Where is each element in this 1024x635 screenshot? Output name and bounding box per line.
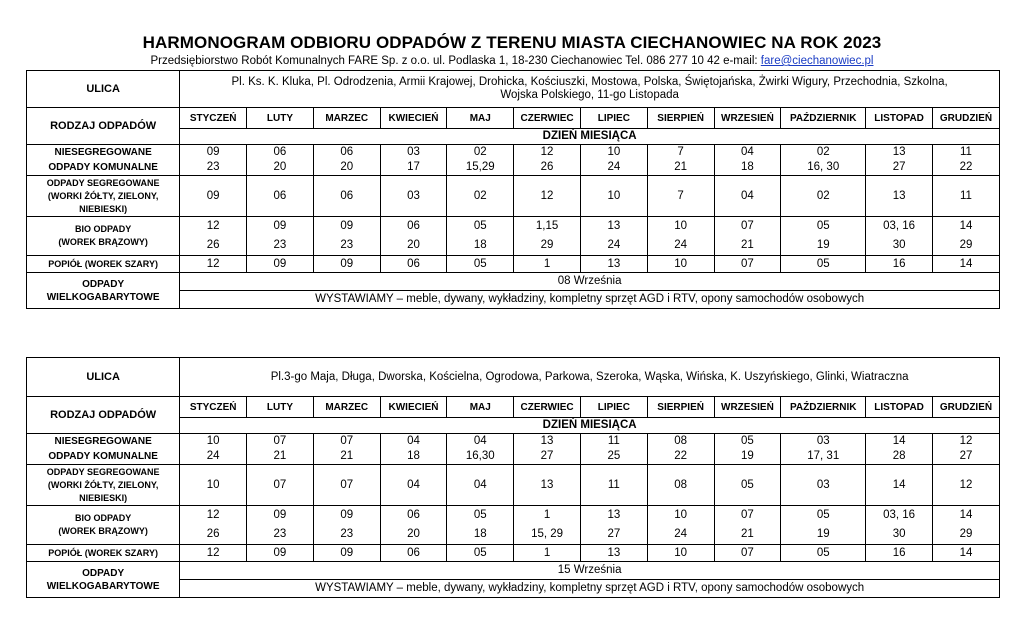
ash-waste-date: 13 — [580, 545, 647, 562]
bio-waste-date: 23 — [313, 236, 380, 256]
ash-waste-date: 10 — [647, 256, 714, 273]
bio-waste-date: 1 — [514, 506, 581, 526]
mixed-waste-date: 07 — [247, 434, 314, 450]
ash-waste-date: 14 — [932, 256, 999, 273]
label-line: WIELKOGABARYTOWE — [46, 291, 160, 303]
mixed-waste-date: 02 — [781, 145, 866, 161]
bulky-waste-description: WYSTAWIAMY – meble, dywany, wykładziny, kompletny sprzęt AGD i RTV, opony samochodów osobowych — [180, 291, 1000, 309]
mixed-waste-date: 27 — [866, 160, 933, 176]
bio-waste-date: 24 — [647, 525, 714, 545]
mixed-waste-date: 25 — [580, 449, 647, 465]
mixed-waste-date: 18 — [714, 160, 781, 176]
mixed-waste-date: 27 — [514, 449, 581, 465]
schedule-table-2 — [26, 357, 1000, 598]
day-of-month-header: DZIEŃ MIESIĄCA — [180, 129, 1000, 145]
bio-waste-date: 21 — [714, 525, 781, 545]
bio-waste-date: 21 — [714, 236, 781, 256]
month-header: LUTY — [247, 397, 314, 418]
mixed-waste-date: 21 — [247, 449, 314, 465]
bio-waste-date: 29 — [932, 525, 999, 545]
mixed-waste-date: 08 — [647, 434, 714, 450]
bio-waste-date: 20 — [380, 236, 447, 256]
bio-waste-date: 24 — [580, 236, 647, 256]
day-of-month-header: DZIEŃ MIESIĄCA — [180, 418, 1000, 434]
bulky-waste-date: 08 Września — [180, 273, 1000, 291]
label-line: Pl. Ks. K. Kluka, Pl. Odrodzenia, Armii Krajowej, Drohicka, Kościuszki, Mostowa, Polska, Świętojańska, Żwirki Wigury, Przechodnia, Szkolna, — [231, 76, 948, 88]
mixed-waste-date: 24 — [180, 449, 247, 465]
mixed-waste-date: 05 — [714, 434, 781, 450]
bio-waste-date: 05 — [781, 217, 866, 237]
segregated-waste-date: 14 — [866, 465, 933, 506]
bio-waste-label-2: (WOREK BRĄZOWY) — [27, 236, 180, 256]
bio-waste-date: 14 — [932, 217, 999, 237]
bulky-waste-description: WYSTAWIAMY – meble, dywany, wykładziny, kompletny sprzęt AGD i RTV, opony samochodów osobowych — [180, 580, 1000, 598]
ash-waste-date: 05 — [781, 256, 866, 273]
label-line: (WORKI ŻÓŁTY, ZIELONY, — [47, 479, 159, 490]
bio-waste-label-2: (WOREK BRĄZOWY) — [27, 525, 180, 545]
mixed-waste-date: 13 — [514, 434, 581, 450]
label-line: ODPADY SEGREGOWANE — [46, 177, 160, 188]
month-header: MAJ — [447, 108, 514, 129]
bio-waste-date: 19 — [781, 525, 866, 545]
mixed-waste-date: 14 — [866, 434, 933, 450]
month-header: STYCZEŃ — [180, 397, 247, 418]
bio-waste-date: 23 — [313, 525, 380, 545]
bio-waste-date: 23 — [247, 525, 314, 545]
segregated-waste-date: 09 — [180, 176, 247, 217]
ash-waste-date: 16 — [866, 545, 933, 562]
ash-waste-date: 13 — [580, 256, 647, 273]
month-header: CZERWIEC — [514, 108, 581, 129]
mixed-waste-date: 21 — [647, 160, 714, 176]
month-header: KWIECIEŃ — [380, 108, 447, 129]
ash-waste-label: POPIÓŁ (WOREK SZARY) — [27, 256, 180, 273]
ash-waste-date: 06 — [380, 256, 447, 273]
segregated-waste-date: 02 — [781, 176, 866, 217]
mixed-waste-date: 20 — [313, 160, 380, 176]
bulky-waste-label — [27, 562, 180, 598]
month-header: GRUDZIEŃ — [932, 108, 999, 129]
bio-waste-date: 10 — [647, 506, 714, 526]
mixed-waste-date: 21 — [313, 449, 380, 465]
month-header: SIERPIEŃ — [647, 397, 714, 418]
waste-type-header: RODZAJ ODPADÓW — [27, 397, 180, 434]
ash-waste-date: 07 — [714, 256, 781, 273]
label-line: ODPADY SEGREGOWANE — [46, 466, 160, 477]
month-header: LISTOPAD — [866, 108, 933, 129]
segregated-waste-date: 03 — [781, 465, 866, 506]
segregated-waste-date: 04 — [714, 176, 781, 217]
bio-waste-date: 1,15 — [514, 217, 581, 237]
bio-waste-date: 12 — [180, 506, 247, 526]
ash-waste-date: 07 — [714, 545, 781, 562]
segregated-waste-date: 11 — [932, 176, 999, 217]
month-header: PAŹDZIERNIK — [781, 108, 866, 129]
ash-waste-date: 05 — [781, 545, 866, 562]
month-header: LISTOPAD — [866, 397, 933, 418]
month-header: MARZEC — [313, 397, 380, 418]
label-line: Wojska Polskiego, 11-go Listopada — [500, 89, 679, 101]
segregated-waste-date: 06 — [313, 176, 380, 217]
segregated-waste-date: 11 — [580, 465, 647, 506]
month-header: CZERWIEC — [514, 397, 581, 418]
mixed-waste-date: 20 — [247, 160, 314, 176]
bio-waste-date: 29 — [932, 236, 999, 256]
bio-waste-date: 30 — [866, 236, 933, 256]
mixed-waste-date: 07 — [313, 434, 380, 450]
mixed-waste-date: 22 — [647, 449, 714, 465]
bio-waste-date: 13 — [580, 217, 647, 237]
mixed-waste-date: 06 — [313, 145, 380, 161]
bio-waste-date: 12 — [180, 217, 247, 237]
month-header: LUTY — [247, 108, 314, 129]
label-line: ODPADY — [82, 278, 125, 290]
mixed-waste-date: 23 — [180, 160, 247, 176]
bio-waste-date: 14 — [932, 506, 999, 526]
bio-waste-date: 06 — [380, 217, 447, 237]
bio-waste-date: 26 — [180, 525, 247, 545]
segregated-waste-date: 06 — [247, 176, 314, 217]
ash-waste-date: 1 — [514, 545, 581, 562]
ash-waste-date: 05 — [447, 545, 514, 562]
mixed-waste-date: 26 — [514, 160, 581, 176]
ash-waste-date: 16 — [866, 256, 933, 273]
bio-waste-date: 10 — [647, 217, 714, 237]
company-details: Przedsiębiorstwo Robót Komunalnych FARE Sp. z o.o. ul. Podlaska 1, 18-230 Ciechanowiec Tel. 086 277 10 42 e-mail: — [150, 55, 761, 67]
ash-waste-label: POPIÓŁ (WOREK SZARY) — [27, 545, 180, 562]
bio-waste-date: 27 — [580, 525, 647, 545]
bio-waste-date: 15, 29 — [514, 525, 581, 545]
page-title: HARMONOGRAM ODBIORU ODPADÓW Z TERENU MIASTA CIECHANOWIEC NA ROK 2023 — [142, 33, 882, 52]
ash-waste-date: 09 — [313, 256, 380, 273]
mixed-waste-date: 10 — [580, 145, 647, 161]
bulky-waste-label — [27, 273, 180, 309]
segregated-waste-date: 13 — [866, 176, 933, 217]
streets-list — [180, 71, 1000, 108]
segregated-waste-date: 7 — [647, 176, 714, 217]
segregated-waste-date: 13 — [514, 465, 581, 506]
mixed-waste-date: 04 — [380, 434, 447, 450]
mixed-waste-date: 03 — [781, 434, 866, 450]
mixed-waste-date: 11 — [580, 434, 647, 450]
segregated-waste-date: 07 — [247, 465, 314, 506]
segregated-waste-date: 04 — [447, 465, 514, 506]
mixed-waste-date: 11 — [932, 145, 999, 161]
ash-waste-date: 14 — [932, 545, 999, 562]
month-header: GRUDZIEŃ — [932, 397, 999, 418]
bio-waste-date: 07 — [714, 217, 781, 237]
mixed-waste-date: 12 — [932, 434, 999, 450]
mixed-waste-date: 27 — [932, 449, 999, 465]
mixed-waste-date: 09 — [180, 145, 247, 161]
segregated-waste-date: 12 — [514, 176, 581, 217]
month-header: LIPIEC — [580, 108, 647, 129]
bio-waste-date: 20 — [380, 525, 447, 545]
label-line: ODPADY — [82, 567, 125, 579]
label-line: Pl.3-go Maja, Długa, Dworska, Kościelna, Ogrodowa, Parkowa, Szeroka, Wąska, Wińska, K. Uszyńskiego, Glinki, Wiatraczna — [270, 370, 909, 383]
ulica-label: ULICA — [27, 71, 180, 108]
bio-waste-date: 13 — [580, 506, 647, 526]
bio-waste-date: 19 — [781, 236, 866, 256]
label-line: WIELKOGABARYTOWE — [46, 580, 160, 592]
email-link[interactable]: fare@ciechanowiec.pl — [760, 55, 874, 67]
mixed-waste-date: 19 — [714, 449, 781, 465]
ash-waste-date: 09 — [247, 545, 314, 562]
ash-waste-date: 10 — [647, 545, 714, 562]
month-header: SIERPIEŃ — [647, 108, 714, 129]
bio-waste-date: 09 — [313, 217, 380, 237]
ash-waste-date: 1 — [514, 256, 581, 273]
bio-waste-date: 18 — [447, 236, 514, 256]
mixed-waste-date: 03 — [380, 145, 447, 161]
ash-waste-date: 09 — [313, 545, 380, 562]
bio-waste-date: 09 — [247, 506, 314, 526]
mixed-waste-date: 06 — [247, 145, 314, 161]
mixed-waste-date: 7 — [647, 145, 714, 161]
bio-waste-label-1: BIO ODPADY — [27, 217, 180, 237]
segregated-waste-date: 03 — [380, 176, 447, 217]
mixed-waste-date: 10 — [180, 434, 247, 450]
bio-waste-date: 03, 16 — [866, 217, 933, 237]
segregated-waste-label — [27, 176, 180, 217]
streets-list — [180, 358, 1000, 397]
mixed-waste-label-2: ODPADY KOMUNALNE — [27, 449, 180, 465]
mixed-waste-label-2: ODPADY KOMUNALNE — [27, 160, 180, 176]
mixed-waste-date: 17 — [380, 160, 447, 176]
mixed-waste-date: 24 — [580, 160, 647, 176]
bio-waste-date: 09 — [313, 506, 380, 526]
ash-waste-date: 05 — [447, 256, 514, 273]
mixed-waste-date: 17, 31 — [781, 449, 866, 465]
bio-waste-date: 07 — [714, 506, 781, 526]
bio-waste-date: 26 — [180, 236, 247, 256]
segregated-waste-date: 04 — [380, 465, 447, 506]
mixed-waste-date: 22 — [932, 160, 999, 176]
month-header: MAJ — [447, 397, 514, 418]
segregated-waste-date: 12 — [932, 465, 999, 506]
bio-waste-date: 30 — [866, 525, 933, 545]
month-header: PAŹDZIERNIK — [781, 397, 866, 418]
month-header: WRZESIEŃ — [714, 108, 781, 129]
ash-waste-date: 12 — [180, 545, 247, 562]
bio-waste-date: 23 — [247, 236, 314, 256]
month-header: KWIECIEŃ — [380, 397, 447, 418]
bio-waste-label-1: BIO ODPADY — [27, 506, 180, 526]
mixed-waste-label-1: NIESEGREGOWANE — [27, 145, 180, 161]
mixed-waste-date: 15,29 — [447, 160, 514, 176]
mixed-waste-date: 16, 30 — [781, 160, 866, 176]
mixed-waste-date: 04 — [714, 145, 781, 161]
mixed-waste-date: 16,30 — [447, 449, 514, 465]
bio-waste-date: 05 — [781, 506, 866, 526]
month-header: LIPIEC — [580, 397, 647, 418]
schedule-table-1 — [26, 70, 1000, 309]
mixed-waste-date: 13 — [866, 145, 933, 161]
segregated-waste-date: 07 — [313, 465, 380, 506]
segregated-waste-date: 08 — [647, 465, 714, 506]
label-line: NIEBIESKI) — [79, 492, 128, 503]
segregated-waste-label — [27, 465, 180, 506]
ulica-label: ULICA — [27, 358, 180, 397]
mixed-waste-date: 04 — [447, 434, 514, 450]
mixed-waste-date: 02 — [447, 145, 514, 161]
company-info — [0, 55, 1024, 67]
mixed-waste-date: 12 — [514, 145, 581, 161]
bio-waste-date: 05 — [447, 506, 514, 526]
mixed-waste-date: 18 — [380, 449, 447, 465]
bio-waste-date: 24 — [647, 236, 714, 256]
month-header: MARZEC — [313, 108, 380, 129]
bio-waste-date: 18 — [447, 525, 514, 545]
waste-type-header: RODZAJ ODPADÓW — [27, 108, 180, 145]
mixed-waste-label-1: NIESEGREGOWANE — [27, 434, 180, 450]
segregated-waste-date: 10 — [580, 176, 647, 217]
bulky-waste-date: 15 Września — [180, 562, 1000, 580]
bio-waste-date: 29 — [514, 236, 581, 256]
label-line: NIEBIESKI) — [79, 203, 128, 214]
segregated-waste-date: 05 — [714, 465, 781, 506]
ash-waste-date: 06 — [380, 545, 447, 562]
mixed-waste-date: 28 — [866, 449, 933, 465]
ash-waste-date: 09 — [247, 256, 314, 273]
bio-waste-date: 06 — [380, 506, 447, 526]
bio-waste-date: 03, 16 — [866, 506, 933, 526]
month-header: STYCZEŃ — [180, 108, 247, 129]
ash-waste-date: 12 — [180, 256, 247, 273]
label-line: (WORKI ŻÓŁTY, ZIELONY, — [47, 190, 159, 201]
month-header: WRZESIEŃ — [714, 397, 781, 418]
bio-waste-date: 05 — [447, 217, 514, 237]
bio-waste-date: 09 — [247, 217, 314, 237]
segregated-waste-date: 02 — [447, 176, 514, 217]
segregated-waste-date: 10 — [180, 465, 247, 506]
